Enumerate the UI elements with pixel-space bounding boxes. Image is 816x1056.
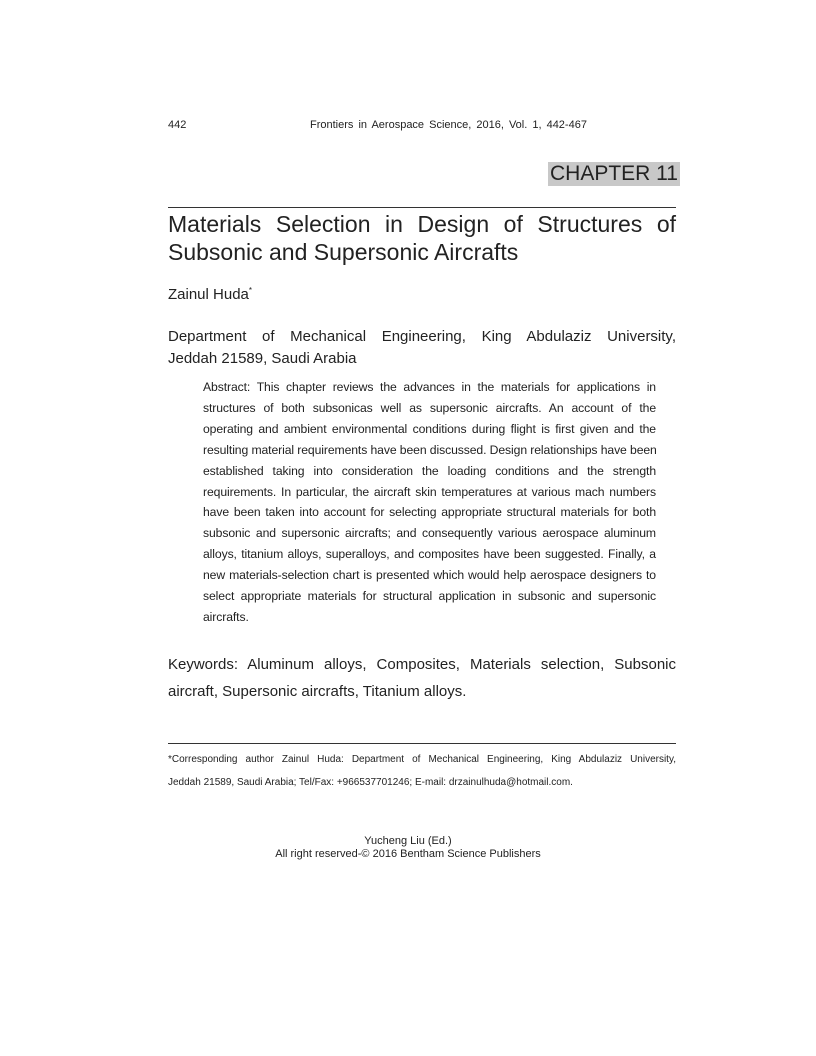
abstract-line: have been taken into account for selecting appropriate structural materials for both [203, 505, 656, 520]
author-name: Zainul Huda [168, 286, 249, 303]
abstract-line: new materials-selection chart is presented which would help aerospace designers to [203, 568, 656, 583]
footnote-rule [168, 743, 676, 744]
copyright: All right reserved-© 2016 Bentham Science Publishers [275, 848, 541, 860]
affiliation [168, 326, 676, 370]
title-rule [168, 207, 676, 208]
affiliation-line: Jeddah 21589, Saudi Arabia [168, 350, 357, 367]
abstract-line: select appropriate materials for structural application in subsonic and supersonic [203, 589, 656, 604]
chapter-title [168, 210, 676, 266]
abstract-line: alloys, titanium alloys, superalloys, and composites have been suggested. Finally, a [203, 547, 656, 562]
abstract-line: aircrafts. [203, 609, 249, 624]
author-footnote-mark: * [248, 286, 253, 295]
abstract-line: subsonic and supersonic aircrafts; and consequently various aerospace aluminum [203, 526, 656, 541]
abstract [203, 377, 656, 628]
affiliation-line: Department of Mechanical Engineering, King Abdulaziz University, [168, 328, 676, 345]
abstract-line: requirements. In particular, the aircraft skin temperatures at various mach numbers [203, 484, 656, 499]
abstract-line: operating and ambient environmental conditions during flight is first given and the [203, 421, 656, 436]
abstract-line: resulting material requirements have been discussed. Design relationships have been [203, 442, 657, 457]
keywords [168, 651, 676, 705]
page-number: 442 [168, 119, 187, 131]
footnote-line: Jeddah 21589, Saudi Arabia; Tel/Fax: +966537701246; E-mail: drzainulhuda@hotmail.com. [168, 777, 573, 788]
footnote [168, 748, 676, 794]
running-header: Frontiers in Aerospace Science, 2016, Vol. 1, 442-467 [310, 119, 587, 131]
abstract-line: Abstract: This chapter reviews the advances in the materials for applications in [203, 380, 656, 394]
author [168, 286, 252, 303]
keywords-line: aircraft, Supersonic aircrafts, Titanium alloys. [168, 683, 467, 700]
abstract-line: established taking into consideration the loading conditions and the strength [203, 463, 656, 478]
title-line: Subsonic and Supersonic Aircrafts [168, 239, 519, 265]
abstract-line: structures of both subsonicas well as supersonic aircrafts. An account of the [203, 400, 656, 415]
chapter-label: CHAPTER 11 [550, 162, 678, 185]
publisher-info [0, 835, 816, 861]
title-line: Materials Selection in Design of Structures of [168, 211, 676, 237]
editor: Yucheng Liu (Ed.) [364, 835, 452, 847]
footnote-line: *Corresponding author Zainul Huda: Department of Mechanical Engineering, King Abdulaziz University, [168, 754, 676, 765]
keywords-line: Keywords: Aluminum alloys, Composites, Materials selection, Subsonic [168, 656, 676, 673]
